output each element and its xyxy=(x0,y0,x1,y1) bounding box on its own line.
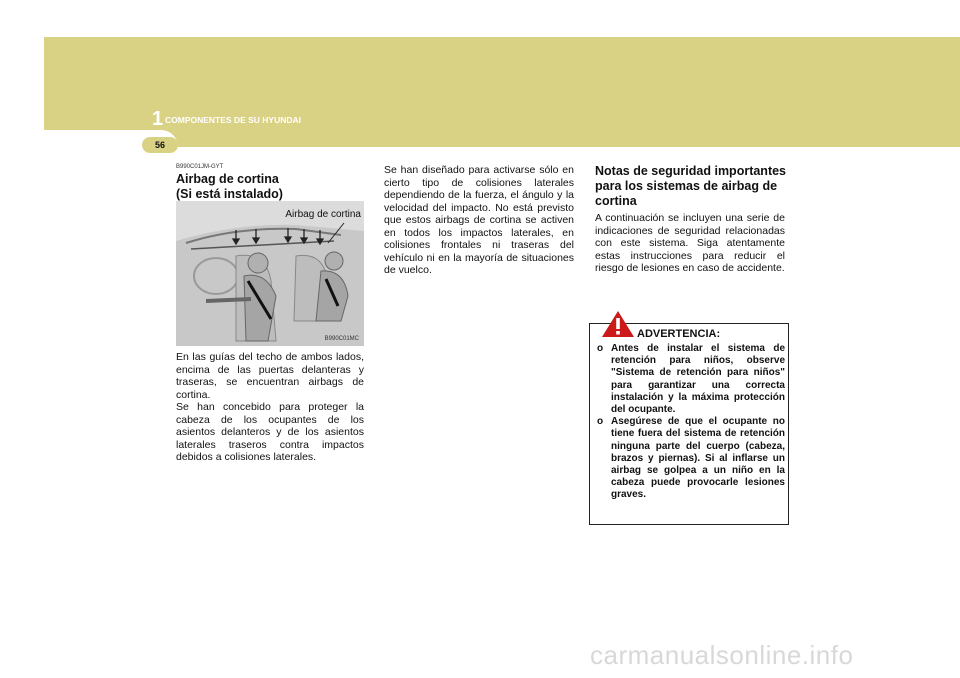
column2-text: Se han diseñado para activarse sólo en cierto tipo de colisiones laterales dependiendo de la fuerza, el ángulo y la velocidad del impacto. No está previsto que estos airbags de cortina se activen en todos los impactos laterales, en colisiones frontales ni traseras del vehículo ni en la mayoría de situaciones de vuelco. xyxy=(384,164,574,276)
section-title-line1: Airbag de cortina xyxy=(176,172,279,186)
safety-notes-text: A continuación se incluyen una serie de indicaciones de seguridad relacionadas con este sistema. Siga atentamente estas instrucciones para reducir el riesgo de lesiones en caso de accidente. xyxy=(595,212,785,274)
bullet: o xyxy=(597,343,604,354)
figure-label: Airbag de cortina xyxy=(285,209,361,220)
column1-text xyxy=(176,351,364,464)
car-interior-illustration xyxy=(176,201,364,346)
page-number: 56 xyxy=(142,137,178,153)
airbag-figure xyxy=(176,201,364,346)
paragraph: Se han concebido para proteger la cabeza de los ocupantes de los asientos delanteros y de los asientos laterales traseros contra impactos debidos a colisiones laterales. xyxy=(176,401,364,463)
warning-title: ADVERTENCIA: xyxy=(637,328,721,340)
list-item xyxy=(597,343,785,416)
warning-item-text: Asegúrese de que el ocupante no tiene fuera del sistema de retención ninguna parte del cuerpo (cabeza, brazos y piernas). Si al inflarse un airbag se golpea a un niño en la cabeza puede provocarle lesiones graves. xyxy=(611,416,785,501)
figure-code: B990C01MC xyxy=(324,336,359,342)
section-title xyxy=(176,172,283,202)
chapter-title: COMPONENTES DE SU HYUNDAI xyxy=(165,115,302,125)
paragraph: En las guías del techo de ambos lados, encima de las puertas delanteras y traseras, se encuentran airbags de cortina. xyxy=(176,351,364,401)
section-title-line2: (Si está instalado) xyxy=(176,187,283,201)
chapter-number: 1 xyxy=(152,108,164,130)
warning-item-text: Antes de instalar el sistema de retención para niños, observe "Sistema de retención para niños" para garantizar una correcta instalación y la máxima protección del ocupante. xyxy=(611,343,785,416)
safety-notes-title: Notas de seguridad importantes para los sistemas de airbag de cortina xyxy=(595,164,787,208)
list-item xyxy=(597,416,785,501)
bullet: o xyxy=(597,416,604,428)
warning-list xyxy=(597,343,785,502)
section-code: B990C01JM-GYT xyxy=(176,164,224,170)
header-band xyxy=(44,37,960,147)
watermark: carmanualsonline.info xyxy=(590,640,854,670)
exclamation-icon xyxy=(601,310,635,338)
